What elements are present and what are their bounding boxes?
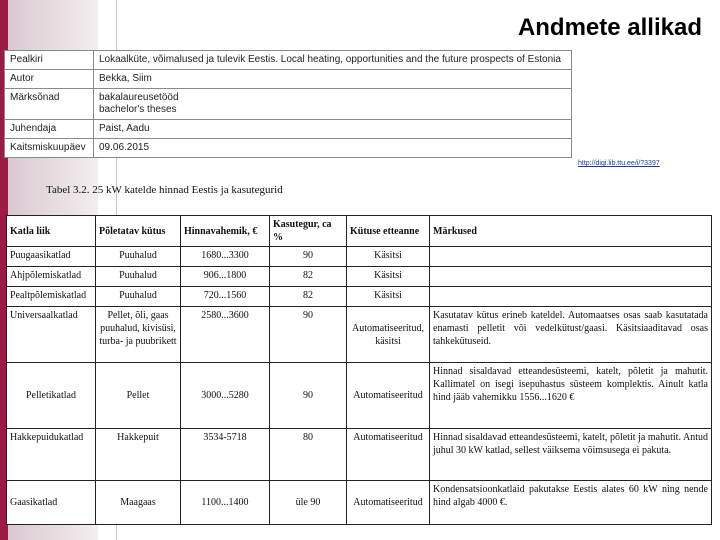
table-row <box>7 307 712 363</box>
column-header: Hinnavahemik, € <box>181 216 270 247</box>
cell-feed: Automatiseeritud <box>347 429 430 481</box>
table-row <box>7 267 712 287</box>
cell-notes: Hinnad sisaldavad etteandesüsteemi, katelt, põletit ja mahutit. Kallimatel on isegi isepuhastus süsteem komplektis. Ainult katla hind jääb vahemikku 1556...1620 € <box>430 363 712 429</box>
table-caption: Tabel 3.2. 25 kW katelde hinnad Eestis ja kasutegurid <box>46 184 283 196</box>
cell-notes: Kasutatav kütus erineb kateldel. Automaatses osas saab kasutatada enamasti pelletit või vedelkütust/gaasi. Käsitsiaaditavad osas tahkekütuseid. <box>430 307 712 363</box>
meta-value: Lokaalküte, võimalused ja tulevik Eestis. Local heating, opportunities and the future prospects of Estonia <box>94 51 572 70</box>
cell-feed: Käsitsi <box>347 247 430 267</box>
meta-value: Bekka, Siim <box>94 70 572 89</box>
cell-fuel: Pellet, õli, gaas puuhalud, kivisüsi, turba- ja puubrikett <box>96 307 181 363</box>
cell-type: Ahjpõlemiskatlad <box>7 267 96 287</box>
cell-notes <box>430 287 712 307</box>
meta-key: Juhendaja <box>5 120 94 139</box>
cell-feed: Automatiseeritud <box>347 363 430 429</box>
cell-type: Pealtpõlemiskatlad <box>7 287 96 307</box>
cell-feed: Käsitsi <box>347 287 430 307</box>
table-row <box>5 51 572 70</box>
cell-fuel: Puuhalud <box>96 267 181 287</box>
cell-type: Gaasikatlad <box>7 481 96 525</box>
cell-notes <box>430 247 712 267</box>
cell-fuel: Hakkepuit <box>96 429 181 481</box>
cell-feed: Automatiseeritud, käsitsi <box>347 307 430 363</box>
thesis-metadata-table <box>4 50 572 158</box>
column-header: Märkused <box>430 216 712 247</box>
cell-efficiency: 90 <box>270 247 347 267</box>
column-header: Kütuse etteanne <box>347 216 430 247</box>
cell-price: 906...1800 <box>181 267 270 287</box>
cell-feed: Käsitsi <box>347 267 430 287</box>
cell-type: Puugaasikatlad <box>7 247 96 267</box>
meta-key: Märksõnad <box>5 89 94 120</box>
column-header: Katla liik <box>7 216 96 247</box>
cell-fuel: Puuhalud <box>96 247 181 267</box>
cell-notes: Kondensatsioonkatlaid pakutakse Eestis alates 60 kW ning nende hind algab 4000 €. <box>430 481 712 525</box>
table-row <box>7 429 712 481</box>
table-row <box>7 287 712 307</box>
cell-price: 1680...3300 <box>181 247 270 267</box>
meta-key: Autor <box>5 70 94 89</box>
cell-price: 1100...1400 <box>181 481 270 525</box>
table-row <box>5 120 572 139</box>
meta-value: bakalaureusetööd bachelor's theses <box>94 89 572 120</box>
cell-notes <box>430 267 712 287</box>
cell-fuel: Puuhalud <box>96 287 181 307</box>
cell-type: Universaalkatlad <box>7 307 96 363</box>
cell-price: 3534-5718 <box>181 429 270 481</box>
cell-efficiency: üle 90 <box>270 481 347 525</box>
slide-title: Andmete allikad <box>517 14 702 41</box>
cell-notes: Hinnad sisaldavad etteandesüsteemi, katelt, põletit ja mahutit. Antud juhul 30 kW katlad, sellest väiksema võimsusega ei pakuta. <box>430 429 712 481</box>
cell-price: 2580...3600 <box>181 307 270 363</box>
cell-type: Pelletikatlad <box>7 363 96 429</box>
column-header: Kasutegur, ca % <box>270 216 347 247</box>
meta-value: 09.06.2015 <box>94 139 572 158</box>
boiler-price-table <box>6 215 712 525</box>
cell-efficiency: 82 <box>270 267 347 287</box>
cell-price: 3000...5280 <box>181 363 270 429</box>
header-row <box>7 216 712 247</box>
column-header: Põletatav kütus <box>96 216 181 247</box>
cell-type: Hakkepuidukatlad <box>7 429 96 481</box>
table-row <box>5 70 572 89</box>
cell-efficiency: 90 <box>270 363 347 429</box>
table-row <box>5 139 572 158</box>
cell-fuel: Pellet <box>96 363 181 429</box>
meta-key: Kaitsmiskuupäev <box>5 139 94 158</box>
cell-efficiency: 80 <box>270 429 347 481</box>
table-row <box>7 481 712 525</box>
meta-key: Pealkiri <box>5 51 94 70</box>
meta-value: Paist, Aadu <box>94 120 572 139</box>
cell-price: 720...1560 <box>181 287 270 307</box>
cell-efficiency: 82 <box>270 287 347 307</box>
table-row <box>7 363 712 429</box>
cell-efficiency: 90 <box>270 307 347 363</box>
cell-fuel: Maagaas <box>96 481 181 525</box>
source-link[interactable]: http://digi.lib.ttu.ee/i/?3397 <box>578 160 660 167</box>
cell-feed: Automatiseeritud <box>347 481 430 525</box>
table-row <box>5 89 572 120</box>
table-row <box>7 247 712 267</box>
